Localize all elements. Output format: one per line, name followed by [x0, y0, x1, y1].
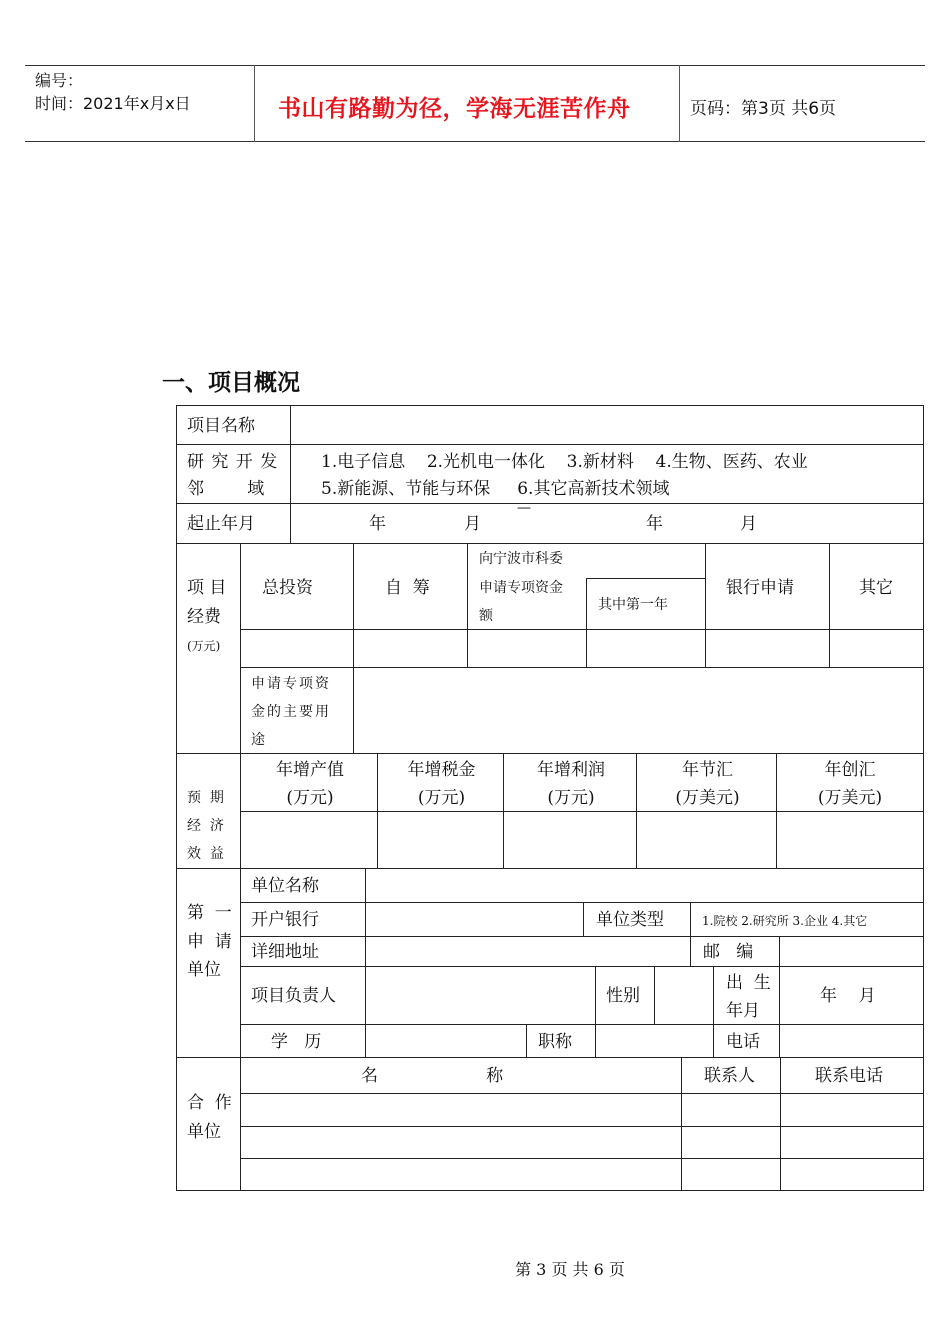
header-divider-left	[254, 65, 255, 142]
first-year-label: 其中第一年	[598, 597, 668, 613]
postcode-label: 邮 编	[703, 942, 754, 962]
leader-input[interactable]	[365, 966, 596, 1025]
benefit-tax-unit: (万元)	[417, 788, 466, 808]
unit-name-label-cell	[240, 868, 366, 903]
research-field-options-line1: 1.电子信息 2.光机电一体化 3.新材料 4.生物、医药、农业	[321, 452, 808, 472]
benefit-fx-earned-name: 年创汇	[824, 760, 876, 780]
benefit-profit-name: 年增利润	[537, 760, 605, 780]
unit-type-label-cell	[583, 902, 691, 937]
benefit-label-line3: 效 益	[187, 846, 224, 862]
leader-label: 项目负责人	[251, 986, 336, 1006]
apply-fund-line3: 额	[479, 608, 493, 624]
benefit-output-unit: (万元)	[286, 788, 334, 808]
start-end-label-cell	[176, 503, 291, 544]
funding-unit: (万元)	[187, 639, 221, 653]
header-bottom-rule	[25, 141, 925, 142]
birth-label-line1: 出 生	[726, 973, 771, 993]
gender-input[interactable]	[654, 966, 714, 1025]
bank-apply-header	[705, 543, 830, 630]
other-label: 其它	[859, 578, 893, 598]
address-label: 详细地址	[251, 942, 319, 962]
title-input[interactable]	[595, 1024, 714, 1058]
project-name-input[interactable]	[290, 405, 924, 445]
unit-name-input[interactable]	[365, 868, 924, 903]
apply-fund-line2: 申请专项资金	[479, 580, 563, 596]
contact-phone-header	[780, 1057, 924, 1094]
header-top-rule	[25, 65, 925, 66]
funding-label-line1: 项 目	[187, 578, 227, 598]
benefit-profit-input[interactable]	[503, 811, 637, 869]
birth-input[interactable]	[779, 966, 924, 1025]
unit-name-label: 单位名称	[251, 876, 319, 896]
contact-input-3[interactable]	[681, 1158, 781, 1191]
benefit-output-name: 年增产值	[276, 760, 344, 780]
education-label-cell	[240, 1024, 366, 1058]
end-month-label: 月	[740, 514, 757, 534]
benefit-header-fx-earned	[776, 753, 924, 812]
benefit-label-line1: 预 期	[187, 790, 224, 806]
benefit-header-tax	[377, 753, 504, 812]
project-name-label-cell	[176, 405, 291, 445]
benefit-header-fx-saved	[636, 753, 777, 812]
section-title: 一、项目概况	[162, 370, 300, 396]
self-raised-header	[353, 543, 468, 630]
research-field-options-line2: 5.新能源、节能与环保 6.其它高新技术领域	[321, 479, 670, 499]
applicant-label-line2: 申 请	[187, 932, 232, 952]
gender-label-cell	[595, 966, 655, 1025]
self-raised-input[interactable]	[353, 629, 468, 668]
end-year-label: 年	[646, 514, 663, 534]
benefit-fx-saved-unit: (万美元)	[675, 788, 740, 808]
first-year-header	[586, 578, 706, 630]
total-investment-input[interactable]	[240, 629, 354, 668]
first-year-input[interactable]	[586, 629, 706, 668]
fund-usage-line2: 金的主要用	[251, 704, 331, 720]
contact-phone-label: 联系电话	[815, 1066, 883, 1086]
other-header	[829, 543, 924, 630]
benefit-tax-name: 年增税金	[407, 760, 476, 780]
total-investment-header	[240, 543, 354, 630]
applicant-label-cell	[176, 868, 241, 1058]
header-time: 时间：2021年x月x日	[35, 94, 191, 113]
research-field-label-line1: 研 究 开 发	[187, 452, 279, 472]
title-label: 职称	[538, 1032, 572, 1052]
header-number: 编号：	[35, 71, 84, 90]
benefit-profit-unit: (万元)	[547, 788, 595, 808]
phone-label: 电话	[726, 1032, 760, 1052]
phone-label-cell	[713, 1024, 780, 1058]
partner-name-input-3[interactable]	[240, 1158, 682, 1191]
start-end-input[interactable]	[290, 500, 924, 544]
total-investment-label: 总投资	[262, 578, 313, 598]
partner-name-label: 名 称	[361, 1066, 504, 1086]
benefit-fx-earned-input[interactable]	[776, 811, 924, 869]
benefit-fx-saved-input[interactable]	[636, 811, 777, 869]
start-year-label: 年	[369, 514, 386, 534]
self-raised-label: 自 筹	[385, 578, 430, 598]
page-footer: 第 3 页 共 6 页	[515, 1260, 625, 1279]
contact-phone-input-3[interactable]	[780, 1158, 924, 1191]
benefit-label-line2: 经 济	[187, 818, 224, 834]
project-name-label: 项目名称	[187, 416, 255, 436]
unit-type-options-text: 1.院校 2.研究所 3.企业 4.其它	[702, 914, 868, 928]
gender-label: 性别	[606, 986, 640, 1006]
partner-label-line2: 单位	[187, 1122, 221, 1142]
header-motto: 书山有路勤为径，学海无涯苦作舟	[278, 96, 631, 122]
bank-apply-input[interactable]	[705, 629, 830, 668]
research-field-label-line2: 邻 域	[187, 479, 265, 499]
benefit-output-input[interactable]	[240, 811, 378, 869]
education-input[interactable]	[365, 1024, 527, 1058]
unit-type-options[interactable]	[690, 902, 924, 937]
contact-input-2[interactable]	[681, 1126, 781, 1159]
leader-label-cell	[240, 966, 366, 1025]
bank-apply-label: 银行申请	[726, 578, 794, 598]
bank-account-label: 开户银行	[251, 910, 319, 930]
fund-usage-label-cell	[240, 667, 354, 754]
other-input[interactable]	[829, 629, 924, 668]
address-input[interactable]	[365, 936, 691, 967]
research-field-options-cell[interactable]	[290, 444, 924, 504]
benefit-header-output	[240, 753, 378, 812]
applicant-label-line1: 第 一	[187, 903, 232, 923]
apply-fund-input[interactable]	[467, 629, 587, 668]
postcode-label-cell	[690, 936, 780, 967]
partner-name-input-2[interactable]	[240, 1126, 682, 1159]
benefit-tax-input[interactable]	[377, 811, 504, 869]
contact-header	[681, 1057, 781, 1094]
fund-usage-line3: 途	[251, 732, 265, 748]
postcode-input[interactable]	[779, 936, 924, 967]
funding-label-line2: 经费	[187, 607, 221, 627]
birth-year-month: 年 月	[820, 986, 876, 1006]
fund-usage-line1: 申请专项资	[251, 676, 331, 692]
partner-label-cell	[176, 1057, 241, 1191]
apply-fund-line1: 向宁波市科委	[479, 551, 563, 567]
partner-name-input-1[interactable]	[240, 1093, 682, 1127]
phone-input[interactable]	[779, 1024, 924, 1058]
contact-label: 联系人	[704, 1066, 755, 1086]
fund-usage-input[interactable]	[353, 667, 924, 754]
start-month-label: 月	[464, 514, 481, 534]
partner-label-line1: 合 作	[187, 1093, 232, 1113]
birth-label-cell	[713, 966, 780, 1025]
header-page-info: 页码：第3页 共6页	[690, 99, 837, 119]
applicant-label-line3: 单位	[187, 960, 221, 980]
contact-phone-input-2[interactable]	[780, 1126, 924, 1159]
address-label-cell	[240, 936, 366, 967]
benefit-fx-saved-name: 年节汇	[682, 760, 733, 780]
title-label-cell	[526, 1024, 596, 1058]
research-field-label-cell	[176, 444, 291, 504]
contact-input-1[interactable]	[681, 1093, 781, 1127]
benefit-header-profit	[503, 753, 637, 812]
partner-name-header	[240, 1057, 682, 1094]
bank-account-label-cell	[240, 902, 366, 937]
birth-label-line2: 年月	[726, 1001, 760, 1021]
date-range-dash: —	[517, 500, 531, 516]
benefit-fx-earned-unit: (万美元)	[817, 788, 883, 808]
start-end-label: 起止年月	[187, 514, 255, 534]
header-divider-right	[679, 65, 680, 142]
education-label: 学 历	[271, 1032, 322, 1052]
funding-label-cell	[176, 543, 241, 754]
unit-type-label: 单位类型	[596, 910, 664, 930]
bank-account-input[interactable]	[365, 902, 584, 937]
benefit-label-cell	[176, 753, 241, 869]
contact-phone-input-1[interactable]	[780, 1093, 924, 1127]
